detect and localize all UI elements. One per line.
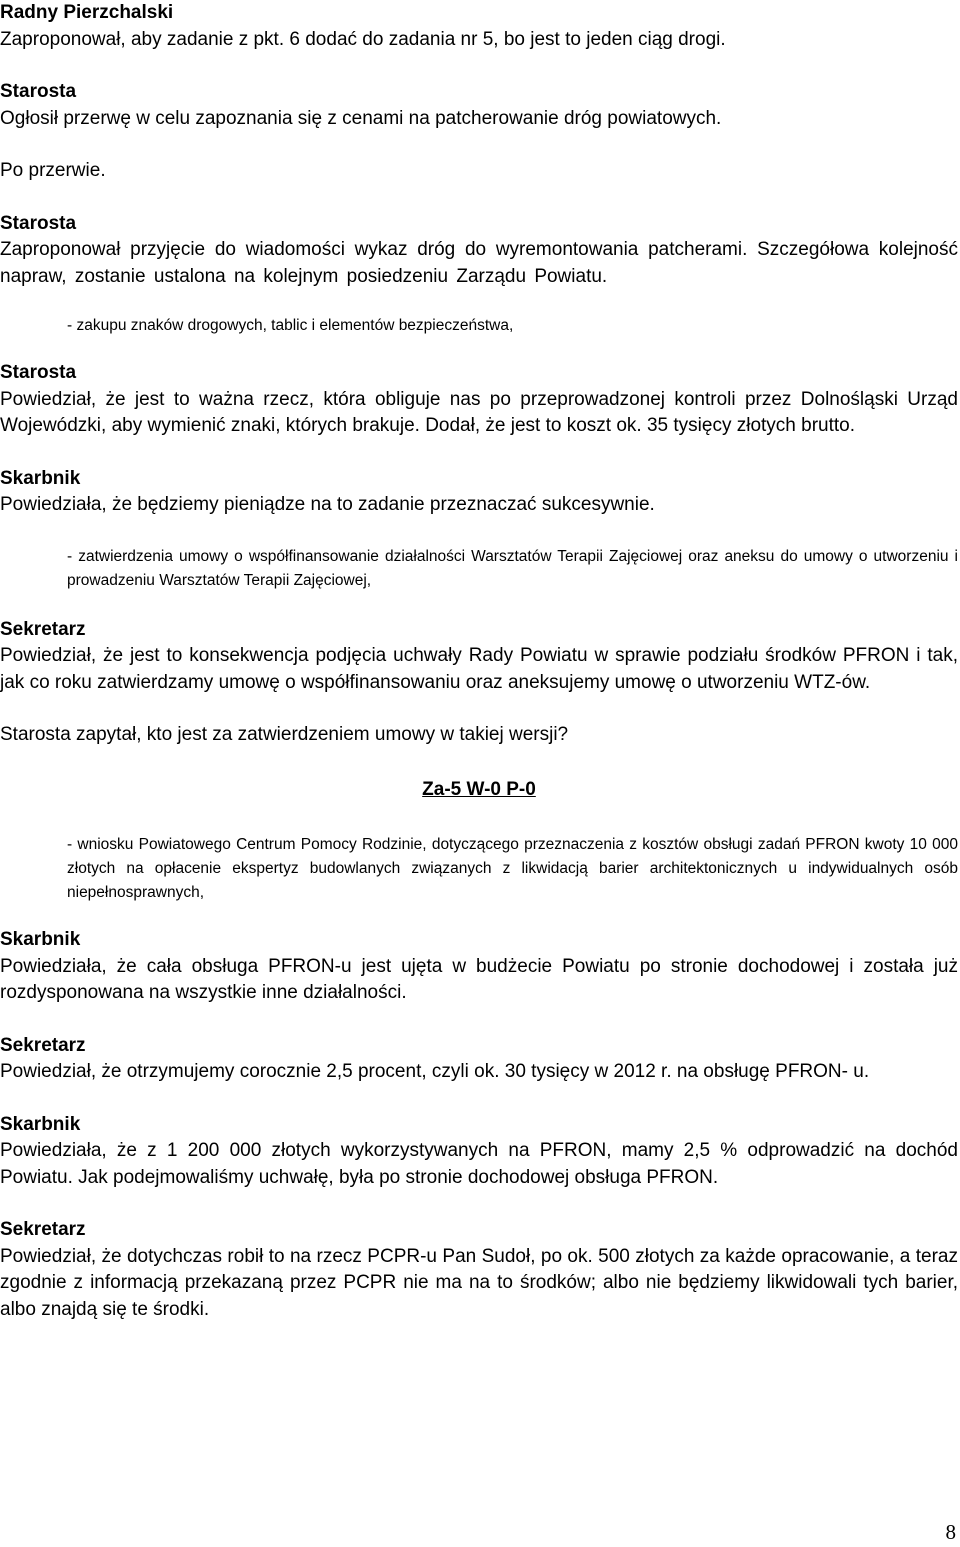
question-note: Starosta zapytał, kto jest za zatwierdzeniem umowy w takiej wersji?	[0, 724, 569, 745]
speaker-name: Sekretarz	[0, 618, 86, 640]
page-number: 8	[945, 1520, 956, 1544]
speech-text: Ogłosił przerwę w celu zapoznania się z cenami na patcherowanie dróg powiatowych.	[0, 107, 722, 129]
speech-text: Powiedziała, że będziemy pieniądze na to zadanie przeznaczać sukcesywnie.	[0, 494, 655, 515]
speech-block	[0, 1112, 958, 1192]
speech-text: Powiedział, że jest to ważna rzecz, która obliguje nas po przeprowadzonej kontroli przez Dolnośląski Urząd Wojewódzki, aby wymienić znaki, których brakuje. Dodał, że jest to koszt ok. 35 tysięcy złotych brutto.	[0, 388, 958, 436]
agenda-item: - zatwierdzenia umowy o współfinansowanie działalności Warsztatów Terapii Zajęciowej oraz aneksu do umowy o utworzeniu i prowadzeniu Warsztatów Terapii Zajęciowej,	[67, 547, 958, 589]
speaker-name: Skarbnik	[0, 929, 81, 950]
speech-text: Zaproponował przyjęcie do wiadomości wykaz dróg do wyremontowania patcherami. Szczegółowa kolejność napraw, zostanie ustalona na kolejnym posiedzeniu Zarządu Powiatu.	[0, 239, 958, 287]
speech-text: Powiedziała, że z 1 200 000 złotych wykorzystywanych na PFRON, mamy 2,5 % odprowadzić na dochód Powiatu. Jak podejmowaliśmy uchwałę, była po stronie dochodowej obsługa PFRON.	[0, 1140, 958, 1188]
speech-text: Powiedział, że otrzymujemy corocznie 2,5 procent, czyli ok. 30 tysięcy w 2012 r. na obsługę PFRON- u.	[0, 1061, 870, 1082]
speech-block	[0, 0, 958, 53]
speech-text: Powiedział, że dotychczas robił to na rzecz PCPR-u Pan Sudoł, po ok. 500 złotych za każde opracowanie, a teraz zgodnie z informacją przekazaną przez PCPR nie ma na to środków; albo nie będziemy likwidowali tych barier, albo znajdą się te środki.	[0, 1245, 958, 1320]
break-note: Po przerwie.	[0, 160, 106, 181]
agenda-item: - wniosku Powiatowego Centrum Pomocy Rodzinie, dotyczącego przeznaczenia z kosztów obsługi zadań PFRON kwoty 10 000 złotych na opłacenie ekspertyz budowlanych związanych z likwidacją barier architektonicznych u indywidualnych osób niepełnosprawnych,	[67, 836, 958, 901]
speaker-name: Radny Pierzchalski	[0, 2, 174, 23]
speaker-name: Skarbnik	[0, 1113, 81, 1135]
speech-block	[0, 1217, 958, 1323]
speech-block	[0, 360, 958, 440]
vote-result: Za-5 W-0 P-0	[422, 778, 536, 800]
speech-text: Powiedziała, że cała obsługa PFRON-u jest ujęta w budżecie Powiatu po stronie dochodowej i została już rozdysponowana na wszystkie inne działalności.	[0, 955, 958, 1003]
speech-text: Powiedział, że jest to konsekwencja podjęcia uchwały Rady Powiatu w sprawie podziału środków PFRON i tak, jak co roku zatwierdzamy umowę o współfinansowaniu oraz aneksujemy umowę o utworzeniu WTZ-ów.	[0, 645, 958, 693]
speaker-name: Starosta	[0, 212, 77, 234]
speaker-name: Sekretarz	[0, 1034, 86, 1056]
speaker-name: Sekretarz	[0, 1219, 86, 1240]
speech-block	[0, 211, 958, 291]
speaker-name: Starosta	[0, 81, 77, 102]
speech-block	[0, 1033, 958, 1086]
speech-block	[0, 79, 958, 132]
speaker-name: Starosta	[0, 362, 77, 383]
speech-block	[0, 617, 958, 697]
agenda-item: - zakupu znaków drogowych, tablic i elementów bezpieczeństwa,	[67, 317, 514, 334]
speech-text: Zaproponował, aby zadanie z pkt. 6 dodać do zadania nr 5, bo jest to jeden ciąg drogi.	[0, 28, 726, 50]
speaker-name: Skarbnik	[0, 467, 81, 489]
speech-block	[0, 927, 958, 1007]
speech-block	[0, 466, 958, 519]
